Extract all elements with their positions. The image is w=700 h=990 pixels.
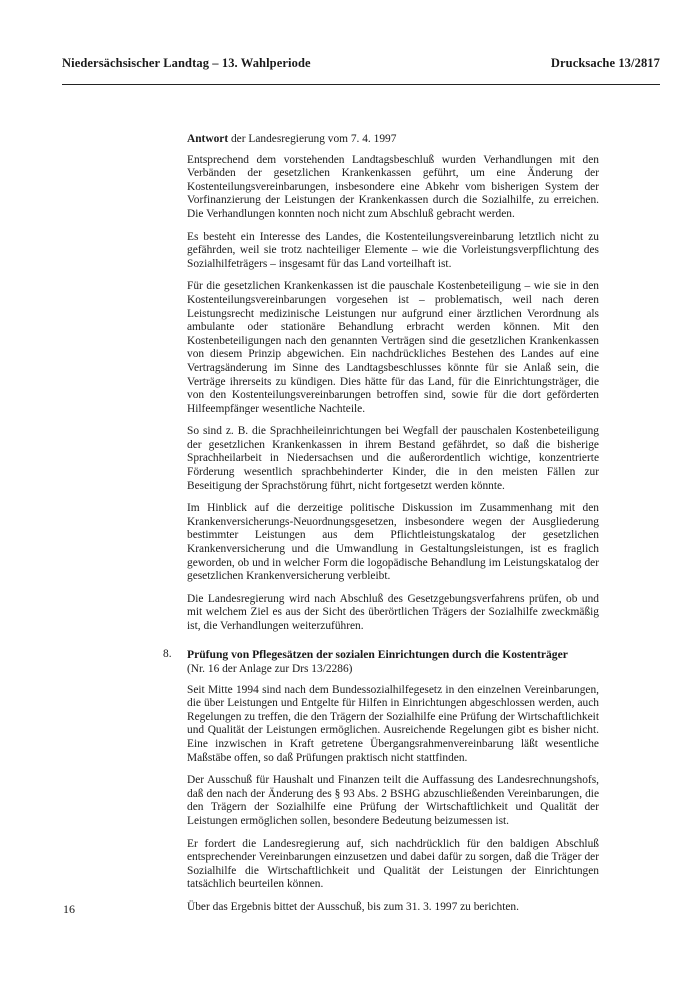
page-number: 16: [63, 902, 75, 916]
paragraph: Er fordert die Landesregierung auf, sich nachdrücklich für den baldigen Abschluß entsprechender Vereinbarungen einzusetzen und dabei dafür zu sorgen, daß die Träger der Sozialhilfe die Wirtschaftlichkeit und Qualität der Leistungen der Einrichtungen tatsächlich beurteilen können.: [187, 837, 599, 891]
paragraph: So sind z. B. die Sprachheileinrichtungen bei Wegfall der pauschalen Kostenbeteiligung der gesetzlichen Krankenkassen in ihrem Bestand gefährdet, so daß die bisherige Sprachheilarbeit in Niedersachsen und die außerordentlich wichtige, konzentrierte Förderung wesentlich sprachbehinderter Kinder, die in den meisten Fällen zur Beseitigung der Sprachstörung führt, nicht fortgesetzt werden könnte.: [187, 425, 599, 492]
section-heading: [163, 647, 599, 676]
answer-label: Antwort: [187, 133, 229, 145]
answer-date: der Landesregierung vom 7. 4. 1997: [228, 133, 397, 145]
section-number: 8.: [163, 647, 172, 660]
paragraph: Im Hinblick auf die derzeitige politische Diskussion im Zusammenhang mit den Krankenversicherungs-Neuordnungsgesetzen, insbesondere wegen der Ausgliederung bestimmter Leistungen aus dem Pflichtleistungskatalog der gesetzlichen Krankenversicherung und die Umwandlung in Gestaltungsleistungen, ist es fraglich geworden, ob und in welcher Form die logopädische Behandlung im Leistungskatalog der gesetzlichen Krankenversicherung verbleibt.: [187, 502, 599, 583]
answer-heading: [187, 133, 599, 147]
section-title: Prüfung von Pflegesätzen der sozialen Einrichtungen durch die Kostenträger: [187, 647, 568, 661]
header-document-number: Drucksache 13/2817: [550, 56, 660, 70]
header-title: Niedersächsischer Landtag – 13. Wahlperiode: [62, 56, 311, 70]
header-rule: [62, 84, 660, 85]
paragraph: Über das Ergebnis bittet der Ausschuß, bis zum 31. 3. 1997 zu berichten.: [187, 900, 519, 913]
paragraph: Der Ausschuß für Haushalt und Finanzen teilt die Auffassung des Landesrechnungshofs, daß den nach der Änderung des § 93 Abs. 2 BSHG abzuschließenden Vereinbarungen, die den Trägern der Sozialhilfe eine Prüfung der Wirtschaftlichkeit und Qualität der Leistungen ermöglichen sollen, besondere Bedeutung beizumessen ist.: [187, 774, 599, 827]
paragraph: Die Landesregierung wird nach Abschluß des Gesetzgebungsverfahrens prüfen, ob und mit welchem Ziel es aus der Sicht des überörtlichen Trägers der Sozialhilfe zweckmäßig ist, die Verhandlungen weiterzuführen.: [187, 592, 599, 632]
paragraph: Seit Mitte 1994 sind nach dem Bundessozialhilfegesetz in den einzelnen Vereinbarungen, die über Leistungen und Entgelte für Hilfen in Einrichtungen abgeschlossen werden, auch Regelungen zu treffen, die den Trägern der Sozialhilfe eine Prüfung der Wirtschaftlichkeit und Qualität der Leistungen ermöglichen. Ausreichende Regelungen gibt es bisher nicht. Eine inzwischen in Kraft getretene Übergangsrahmenvereinbarung läßt wesentliche Maßstäbe offen, so daß Prüfungen praktisch nicht stattfinden.: [187, 683, 599, 764]
section-reference: (Nr. 16 der Anlage zur Drs 13/2286): [187, 662, 353, 675]
page-header: [62, 56, 660, 76]
paragraph: Entsprechend dem vorstehenden Landtagsbeschluß wurden Verhandlungen mit den Verbänden der gesetzlichen Krankenkassen geführt, um eine Änderung der Kostenteilungsvereinbarungen, insbesondere eine Abkehr vom bisherigen System der Vorfinanzierung der Leistungen der Krankenkassen durch die Sozialhilfe, zu erreichen. Die Verhandlungen konnten noch nicht zum Abschluß gebracht werden.: [187, 153, 599, 220]
document-body: [163, 133, 599, 924]
paragraph: Für die gesetzlichen Krankenkassen ist die pauschale Kostenbeteiligung – wie sie in den Kostenteilungsvereinbarungen vorgesehen ist – problematisch, weil nach deren Leistungsrecht medizinische Leistungen nur aufgrund einer ärztlichen Verordnung als ambulante oder stationäre Behandlung erbracht werden können. Mit den Kostenbeteiligungen nach den genannten Verträgen sind die gesetzlichen Krankenkassen von diesem Prinzip abgewichen. Ein nachdrückliches Bestehen des Landes auf eine Vertragsänderung im Sinne des Landtagsbeschlusses könnte für sie Anlaß sein, die Verträge ihrerseits zu kündigen. Dies hätte für das Land, für die Einrichtungsträger, die von den Kostenteilungsvereinbarungen betroffen sind, sowie für die dort geförderten Hilfeempfänger wesentliche Nachteile.: [187, 280, 599, 415]
paragraph: Es besteht ein Interesse des Landes, die Kostenteilungsvereinbarung letztlich nicht zu gefährden, weil sie trotz nachteiliger Elemente – wie die Vorleistungsverpflichtung des Sozialhilfeträgers – insgesamt für das Land vorteilhaft ist.: [187, 230, 599, 270]
